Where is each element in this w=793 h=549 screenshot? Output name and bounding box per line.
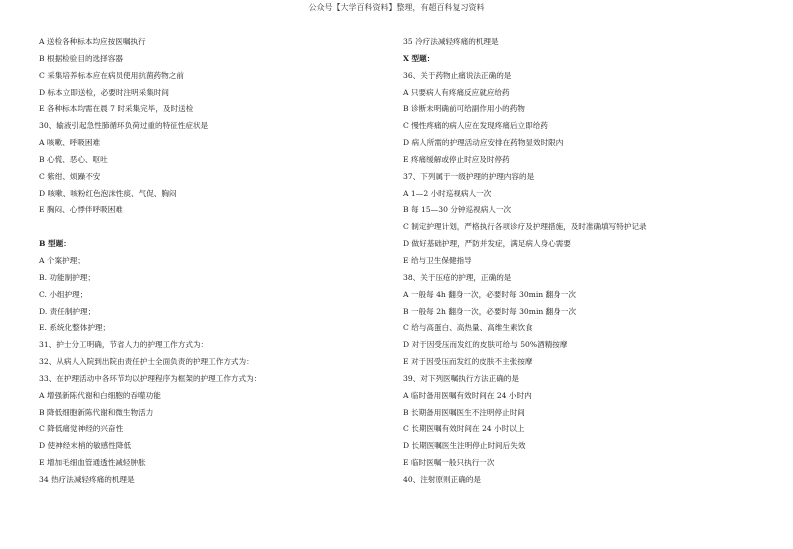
page-header: 公众号【大学百科资料】整理，有超百科复习资料 [308, 3, 485, 12]
text-line: C 紫绀、烦躁不安 [39, 171, 101, 181]
text-line: 38、关于压疮的护理，正确的是 [403, 272, 512, 282]
text-line: D 使神经末梢的敏感性降低 [39, 441, 132, 451]
text-line: A 咳嗽、呼吸困难 [39, 138, 101, 148]
text-line: B 降低细胞新陈代谢和微生物活力 [39, 407, 154, 417]
text-line: E 增加毛细血管通透性减轻肿胀 [39, 458, 146, 468]
section-heading: B 型题： [39, 239, 71, 249]
text-line: B 心慌、恶心、呕吐 [39, 154, 108, 164]
text-line: C 制定护理计划，严格执行各项诊疗及护理措施，及时准确填写特护记录 [403, 222, 647, 232]
text-line: C. 小组护理； [39, 289, 88, 299]
text-line: B 长期备用医嘱医生不注明停止时间 [403, 407, 525, 417]
text-line: A 只要病人有疼痛反应就应给药 [403, 87, 510, 97]
text-line: E 疼痛缓解或停止时应及时停药 [403, 154, 510, 164]
text-line: 33、在护理活动中各环节均以护理程序为框架的护理工作方式为： [39, 373, 262, 383]
text-line: C 采集培养标本应在病员使用抗菌药物之前 [39, 70, 184, 80]
text-line: E 胸闷、心悸伴呼吸困难 [39, 205, 123, 215]
text-line: 36、关于药物止痛说法正确的是 [403, 70, 512, 80]
text-line: A 临时备用医嘱有效时间在 24 小时内 [403, 390, 532, 400]
text-line: A 送检各种标本均应按医嘱执行 [39, 37, 146, 46]
text-line: 37、下列属于一级护理的护理内容的是 [403, 171, 535, 181]
text-line: D 做好基础护理，严防并发症，满足病人身心需要 [403, 239, 571, 249]
text-line: 34 热疗法减轻疼痛的机理是 [39, 474, 135, 484]
text-line: E 对于因受压而发红的皮肤不主张按摩 [403, 357, 533, 367]
text-line: D 咳嗽、咳粉红色泡沫性痰、气促、胸闷 [39, 188, 177, 198]
text-line: E. 系统化整体护理； [39, 323, 111, 333]
text-line: B 每 15—30 分钟巡视病人一次 [403, 205, 512, 215]
text-line: B 一般每 2h 翻身一次，必要时每 30min 翻身一次 [403, 306, 577, 316]
text-line: C 长期医嘱有效时间在 24 小时以上 [403, 424, 525, 434]
section-heading: X 型题： [403, 53, 435, 63]
text-line: A 1—2 小时巡视病人一次 [403, 188, 492, 198]
text-line: 31、护士分工明确，节省人力的护理工作方式为： [39, 340, 209, 350]
text-line: 40、注射原则正确的是 [403, 474, 482, 484]
text-line: D 病人所需的护理活动应安排在药物显效时限内 [403, 138, 564, 148]
left-column [39, 34, 389, 489]
text-line: 35 冷疗法减轻疼痛的机理是 [403, 37, 499, 46]
text-line: E 给与卫生保健指导 [403, 255, 472, 265]
text-line: A 一般每 4h 翻身一次，必要时每 30min 翻身一次 [403, 289, 576, 299]
right-column [403, 34, 788, 489]
text-line: D 长期医嘱医生注明停止时间后失效 [403, 441, 526, 451]
text-line: D. 责任制护理； [39, 306, 96, 316]
text-line: 32、从病人入院到出院由责任护士全面负责的护理工作方式为： [39, 357, 254, 367]
text-line: B 诊断未明确前可给副作用小的药物 [403, 104, 525, 114]
text-line: 30、输液引起急性肺循环负荷过重的特征性症状是 [39, 121, 209, 131]
text-line: E 临时医嘱一般只执行一次 [403, 458, 495, 468]
text-line: B. 功能制护理； [39, 272, 95, 282]
text-line: C 给与高蛋白、高热量、高维生素饮食 [403, 323, 533, 333]
text-line: C 降低痛觉神经的兴奋性 [39, 424, 124, 434]
text-line: A 增强新陈代谢和白细胞的吞噬功能 [39, 390, 161, 400]
text-line: E 各种标本均需在晨 7 时采集完毕，及时送检 [39, 104, 194, 114]
text-line: A 个案护理； [39, 255, 85, 265]
text-line: C 慢性疼痛的病人应在发现疼痛后立即给药 [403, 121, 548, 131]
text-line: 39、对下列医嘱执行方法正确的是 [403, 373, 519, 383]
text-line: D 对于因受压而发红的皮肤可给与 50%酒精按摩 [403, 340, 568, 350]
text-line: D 标本立即送检，必要时注明采集时间 [39, 87, 170, 97]
text-line: B 根据检验目的选择容器 [39, 53, 123, 63]
